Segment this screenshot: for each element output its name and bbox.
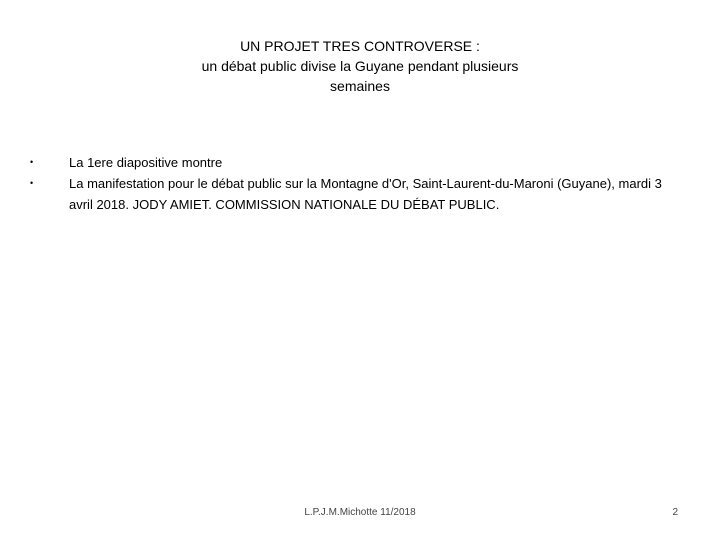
title-line-2: un débat public divise la Guyane pendant plusieurs: [201, 58, 519, 74]
slide-title: [110, 36, 610, 96]
page-number: 2: [672, 507, 678, 518]
title-line-3: semaines: [330, 78, 390, 94]
bullet-item: [30, 152, 670, 173]
bullet-text: La 1ere diapositive montre: [69, 155, 223, 170]
bullet-text: La manifestation pour le débat public sur la Montagne d'Or, Saint-Laurent-du-Maroni (Guyane), mardi 3 avril 2018. JODY AMIET. COMMISSION NATIONALE DU DÉBAT PUBLIC.: [69, 176, 662, 212]
title-line-1: UN PROJET TRES CONTROVERSE :: [240, 38, 480, 54]
footer-author: L.P.J.M.Michotte 11/2018: [304, 507, 416, 518]
bullet-list: [30, 152, 670, 215]
bullet-icon: •: [30, 157, 34, 167]
bullet-item: [30, 173, 670, 215]
bullet-icon: •: [30, 178, 34, 188]
